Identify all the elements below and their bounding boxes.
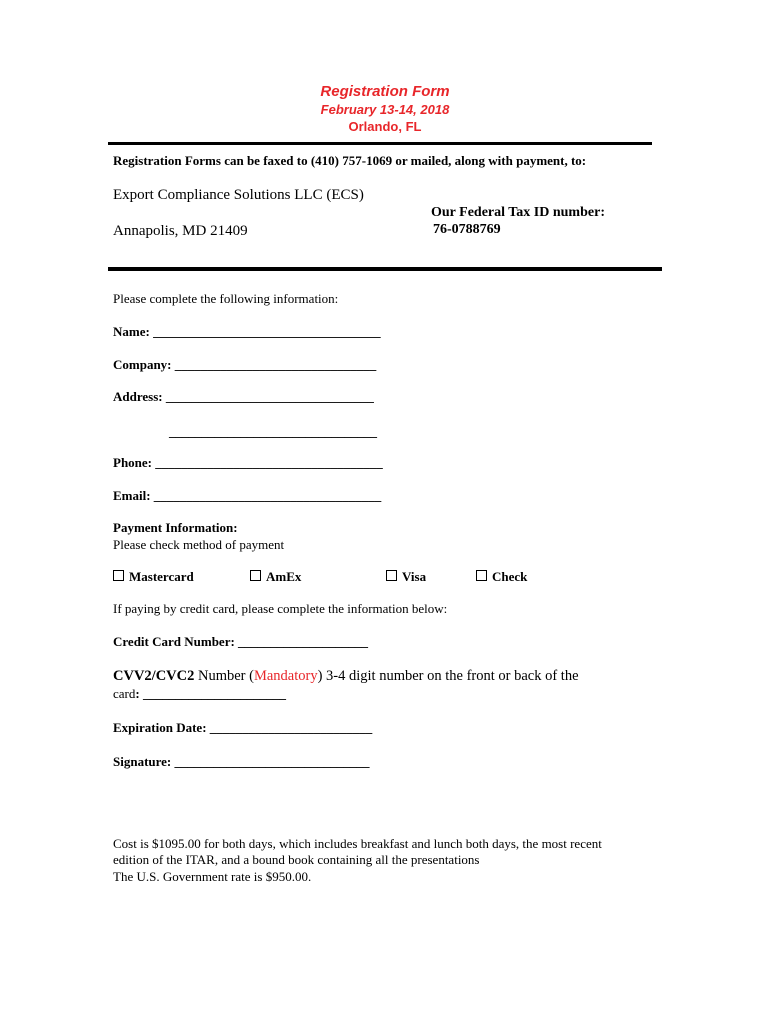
event-location: Orlando, FL [348, 119, 422, 134]
name-field[interactable]: Name: ___________________________________ [113, 324, 381, 339]
email-field[interactable]: Email: ___________________________________ [113, 488, 382, 503]
payment-option-amex[interactable] [250, 569, 301, 585]
checkbox-icon[interactable] [113, 570, 124, 581]
address-line2-field[interactable]: ________________________________ [169, 424, 377, 439]
company-field[interactable]: Company: _______________________________ [113, 357, 377, 372]
payment-subheading: Please check method of payment [113, 537, 285, 552]
company-city: Annapolis, MD 21409 [113, 223, 248, 239]
payment-option-label: AmEx [266, 569, 302, 584]
cvv-card-line[interactable]: : ______________________ [135, 686, 286, 701]
instructions-text: Please complete the following information: [113, 291, 339, 306]
checkbox-icon[interactable] [386, 570, 397, 581]
cost-line-3: The U.S. Government rate is $950.00. [113, 869, 312, 884]
payment-option-label: Mastercard [129, 569, 194, 584]
payment-option-label: Check [492, 569, 528, 584]
signature-field[interactable]: Signature: ______________________________ [113, 754, 370, 769]
cost-line-1: Cost is $1095.00 for both days, which includes breakfast and lunch both days, the most recent [113, 836, 602, 851]
form-title: Registration Form [320, 83, 450, 100]
tax-id-label: Our Federal Tax ID number: [431, 205, 605, 220]
credit-card-number-field[interactable]: Credit Card Number: ____________________ [113, 634, 369, 649]
cvv-description: ) 3-4 digit number on the front or back of the [317, 668, 579, 684]
cvv-label: CVV2/CVC2 [113, 668, 195, 684]
event-dates: February 13-14, 2018 [320, 102, 450, 117]
cvv-number-word: Number ( [194, 668, 254, 684]
expiration-date-field[interactable]: Expiration Date: _________________________ [113, 720, 373, 735]
cvv-mandatory: Mandatory [253, 668, 318, 684]
credit-card-note: If paying by credit card, please complete the information below: [113, 601, 448, 616]
cvv-field[interactable] [113, 686, 286, 702]
address-field[interactable]: Address: ________________________________ [113, 389, 374, 404]
section-divider [108, 267, 662, 271]
fax-instructions: Registration Forms can be faxed to (410) 757-1069 or mailed, along with payment, to: [113, 153, 587, 168]
tax-id-value: 76-0788769 [433, 222, 501, 237]
payment-option-visa[interactable] [386, 569, 426, 585]
cvv-card-word: card [113, 686, 136, 701]
company-name: Export Compliance Solutions LLC (ECS) [113, 187, 364, 203]
payment-option-check[interactable] [476, 569, 527, 585]
payment-option-mastercard[interactable] [113, 569, 194, 585]
payment-option-label: Visa [402, 569, 427, 584]
cost-line-2: edition of the ITAR, and a bound book containing all the presentations [113, 852, 480, 867]
phone-field[interactable]: Phone: ___________________________________ [113, 455, 383, 470]
checkbox-icon[interactable] [250, 570, 261, 581]
header-divider [108, 142, 652, 145]
checkbox-icon[interactable] [476, 570, 487, 581]
payment-heading: Payment Information: [113, 520, 238, 535]
cvv-line [113, 668, 579, 685]
